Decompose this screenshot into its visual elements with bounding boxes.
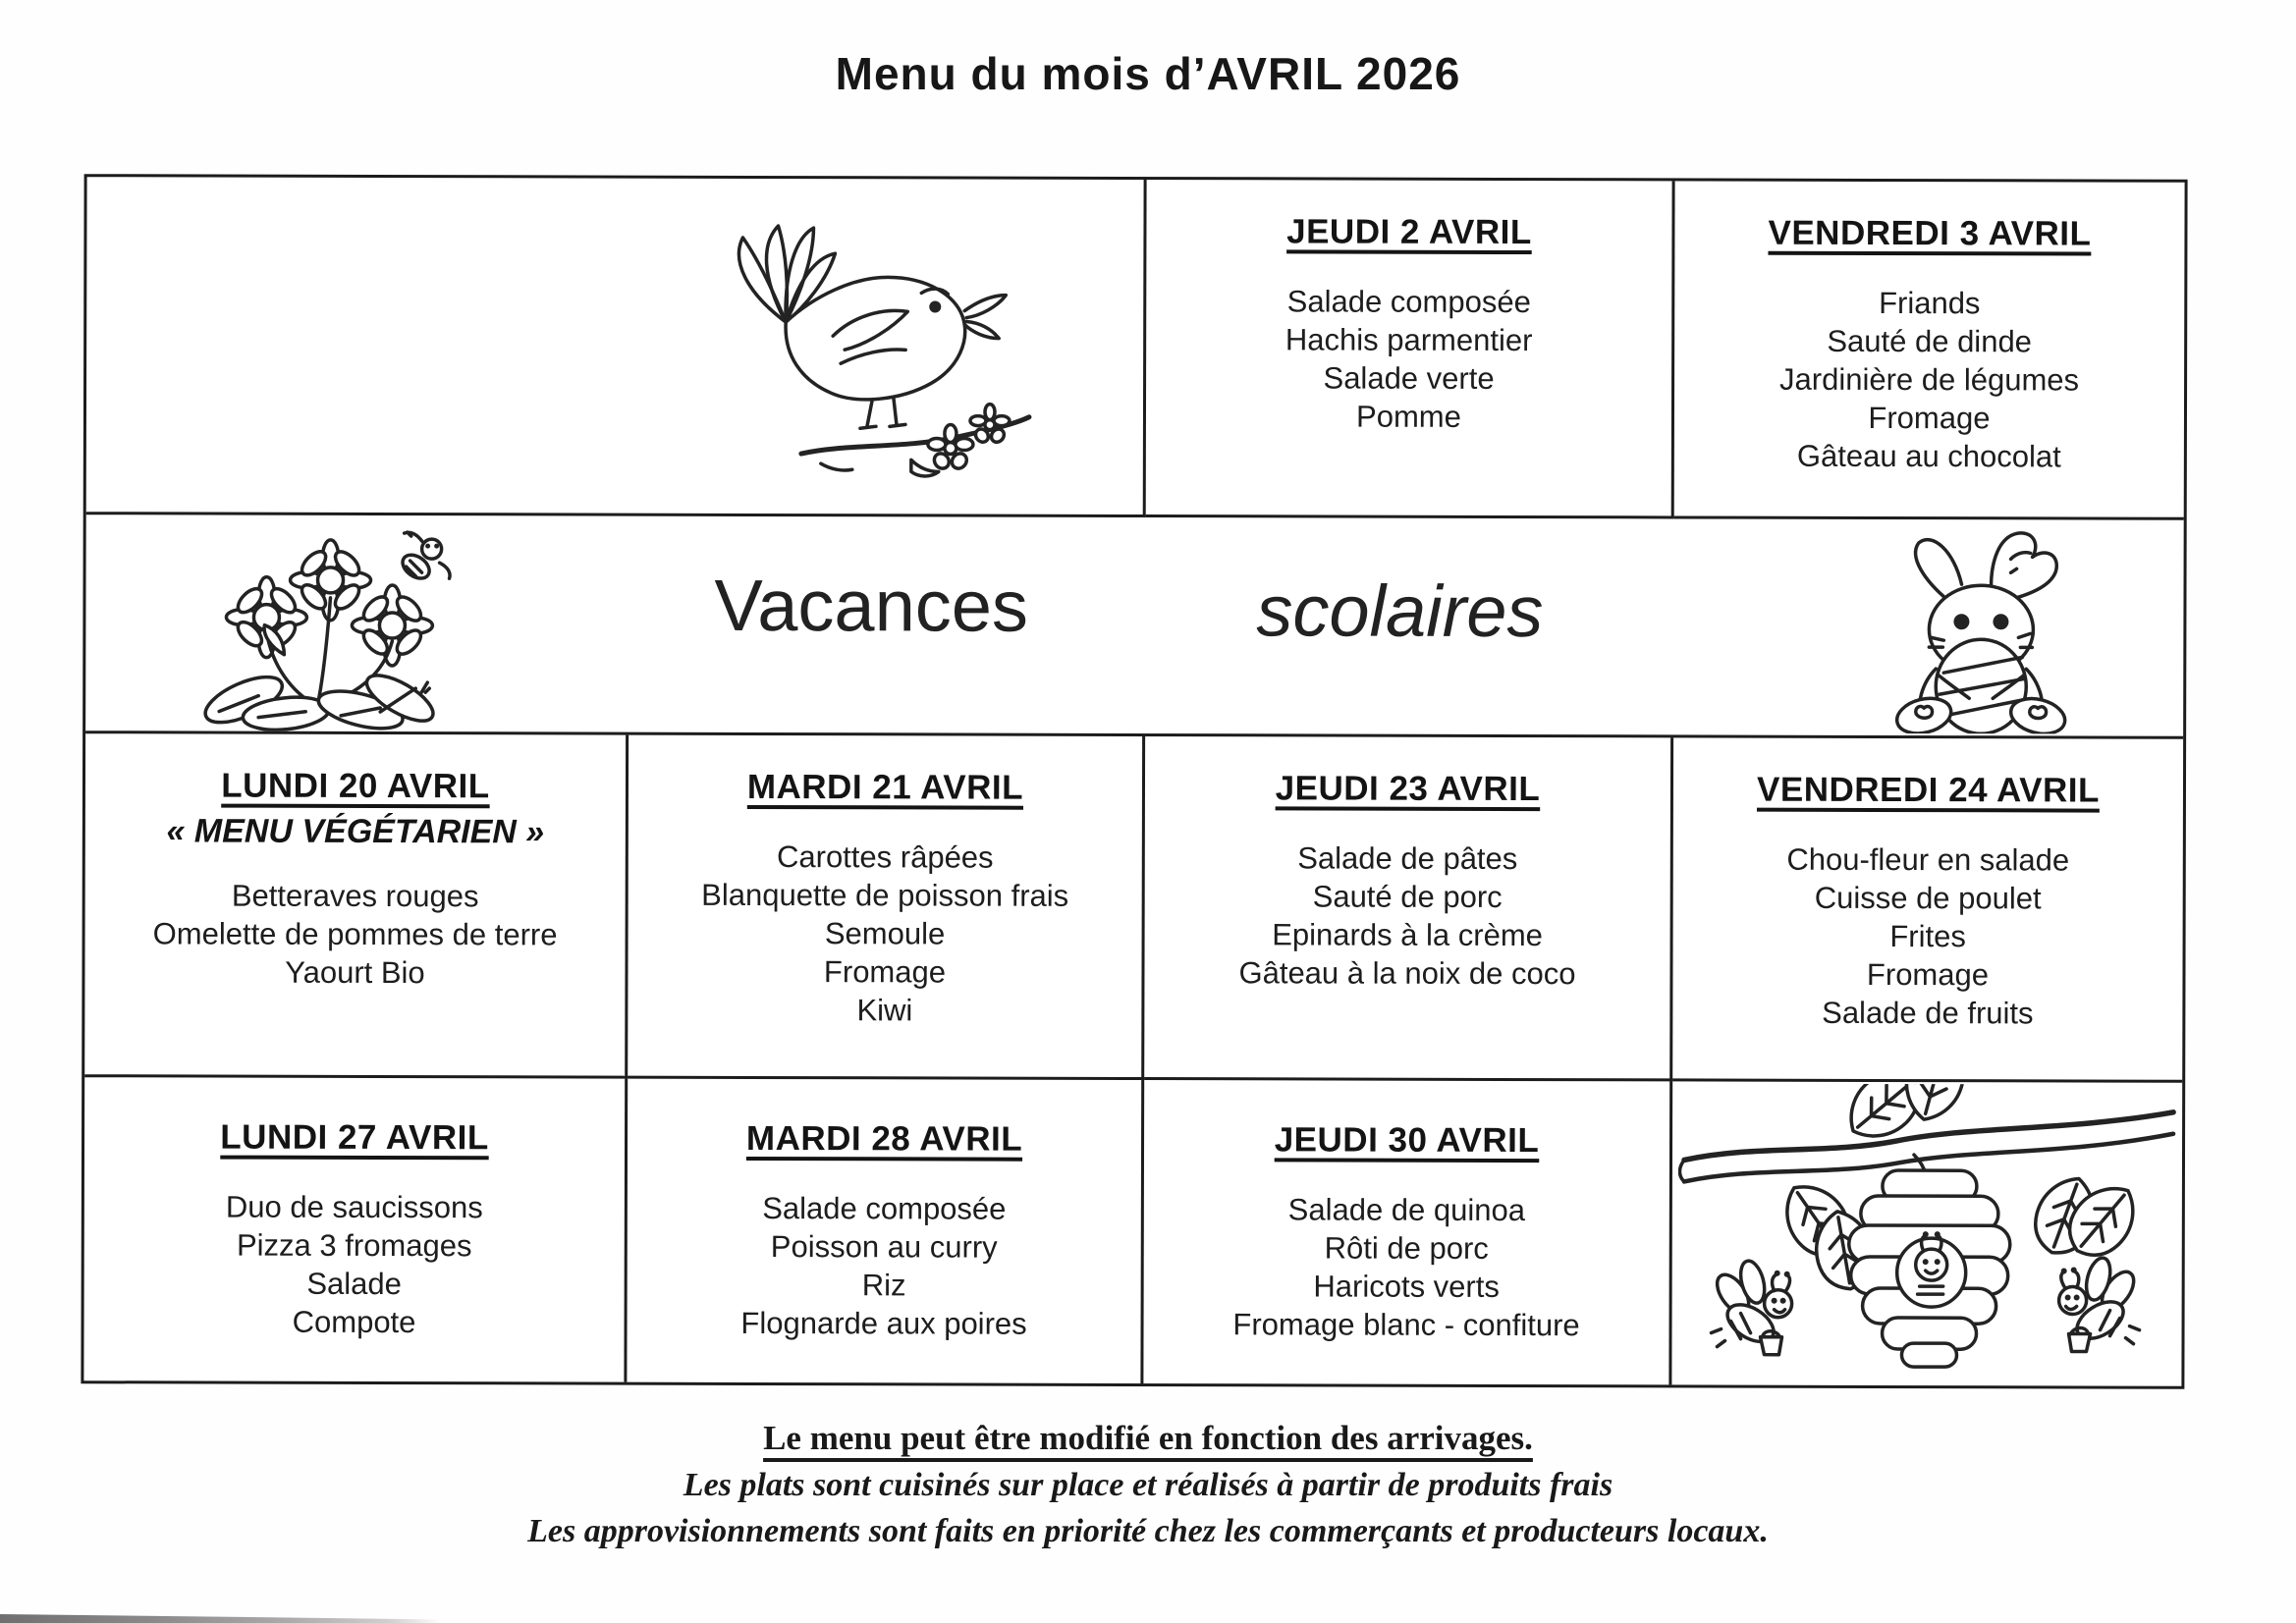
menu-item: Yaourt Bio: [285, 954, 425, 991]
day-header: VENDREDI 24 AVRIL: [1756, 770, 2100, 810]
menu-item: Salade: [306, 1266, 402, 1302]
footer-line-3: Les approvisionnements sont faits en priorité chez les commerçants et producteurs locaux.: [527, 1513, 1769, 1549]
menu-item: Salade composée: [762, 1191, 1007, 1226]
day-header: VENDREDI 3 AVRIL: [1768, 213, 2092, 253]
menu-item: Frites: [1889, 919, 1966, 954]
decorative-cell-beehive: [1671, 1081, 2182, 1385]
menu-items: [84, 876, 625, 992]
menu-items: [84, 1187, 625, 1341]
menu-table: [81, 174, 2187, 1389]
day-header: LUNDI 27 AVRIL: [220, 1117, 489, 1158]
menu-items: [1672, 839, 2183, 1032]
menu-items: [1144, 1190, 1669, 1344]
footer-notes: [0, 1419, 2296, 1550]
day-header: MARDI 21 AVRIL: [746, 767, 1024, 807]
menu-item: Pomme: [1356, 399, 1461, 434]
menu-item: Jardinière de légumes: [1779, 361, 2080, 398]
decorative-cell-bird: [86, 177, 1147, 517]
day-header: JEUDI 23 AVRIL: [1275, 769, 1541, 809]
menu-item: Friands: [1879, 285, 1981, 321]
menu-item: Carottes râpées: [776, 839, 994, 875]
menu-item: Omelette de pommes de terre: [152, 916, 558, 952]
day-cell-mardi-21-avril: [628, 735, 1145, 1080]
day-header: JEUDI 30 AVRIL: [1274, 1120, 1540, 1161]
day-cell-jeudi-23-avril: [1144, 736, 1673, 1081]
menu-item: Salade de fruits: [1822, 995, 2034, 1031]
menu-item: Gâteau au chocolat: [1796, 438, 2061, 474]
vacances-row: [85, 514, 2184, 739]
day-cell-jeudi-2-avril: [1146, 180, 1675, 518]
menu-item: Fromage: [1868, 400, 1991, 436]
day-header: LUNDI 20 AVRIL: [221, 766, 490, 806]
vacances-word: Vacances: [714, 564, 1029, 647]
menu-item: Poisson au curry: [770, 1229, 998, 1265]
menu-item: Epinards à la crème: [1272, 917, 1543, 953]
menu-item: Cuisse de poulet: [1814, 880, 2042, 916]
day-subtitle: « MENU VÉGÉTARIEN »: [166, 812, 545, 851]
day-header: JEUDI 2 AVRIL: [1286, 212, 1532, 252]
menu-items: [1674, 283, 2185, 475]
menu-item: Duo de saucissons: [225, 1189, 483, 1225]
menu-item: Haricots verts: [1313, 1269, 1500, 1304]
menu-item: Kiwi: [856, 993, 913, 1028]
menu-item: Rôti de porc: [1324, 1230, 1489, 1266]
menu-item: Flognarde aux poires: [740, 1305, 1027, 1341]
menu-item: Chou-fleur en salade: [1786, 841, 2070, 878]
menu-item: Fromage: [823, 954, 947, 990]
menu-item: Sauté de dinde: [1827, 323, 2033, 359]
menu-item: Blanquette de poisson frais: [701, 877, 1069, 913]
day-cell-vendredi-3-avril: [1674, 181, 2185, 519]
day-cell-mardi-28-avril: [627, 1079, 1144, 1383]
menu-item: Fromage: [1866, 956, 1990, 993]
menu-item: Riz: [861, 1268, 906, 1303]
menu-item: Fromage blanc - confiture: [1232, 1307, 1580, 1343]
menu-items: [1146, 282, 1671, 436]
page-title: Menu du mois d’AVRIL 2026: [835, 48, 1461, 99]
footer-line-2: Les plats sont cuisinés sur place et réalisés à partir de produits frais: [683, 1467, 1613, 1503]
day-cell-vendredi-24-avril: [1672, 737, 2183, 1082]
menu-items: [628, 838, 1142, 1030]
menu-item: Salade de quinoa: [1287, 1192, 1526, 1228]
menu-items: [1144, 839, 1669, 993]
bunny-clipart: [1833, 529, 2129, 734]
day-cell-lundi-20-avril: [84, 733, 629, 1078]
menu-item: Compote: [292, 1304, 416, 1340]
day-header: MARDI 28 AVRIL: [745, 1118, 1023, 1159]
menu-item: Gâteau à la noix de coco: [1238, 955, 1576, 992]
menu-item: Salade composée: [1286, 284, 1531, 320]
menu-item: Salade verte: [1323, 360, 1495, 396]
menu-item: Salade de pâtes: [1297, 840, 1518, 877]
scanner-edge-artifact: [0, 1614, 442, 1623]
menu-items: [628, 1189, 1141, 1343]
menu-item: Betteraves rouges: [231, 878, 479, 914]
menu-item: Hachis parmentier: [1285, 322, 1533, 358]
menu-item: Sauté de porc: [1312, 879, 1503, 914]
flowers-butterfly-clipart: [168, 518, 473, 731]
beehive-clipart: [1677, 1083, 2177, 1380]
day-cell-lundi-27-avril: [83, 1077, 628, 1381]
menu-item: Semoule: [824, 916, 946, 951]
bird-clipart: [683, 216, 1050, 490]
scolaires-word: scolaires: [1256, 569, 1544, 653]
footer-line-1: Le menu peut être modifié en fonction des arrivages.: [763, 1419, 1533, 1457]
day-cell-jeudi-30-avril: [1143, 1080, 1672, 1384]
menu-item: Pizza 3 fromages: [236, 1227, 472, 1264]
